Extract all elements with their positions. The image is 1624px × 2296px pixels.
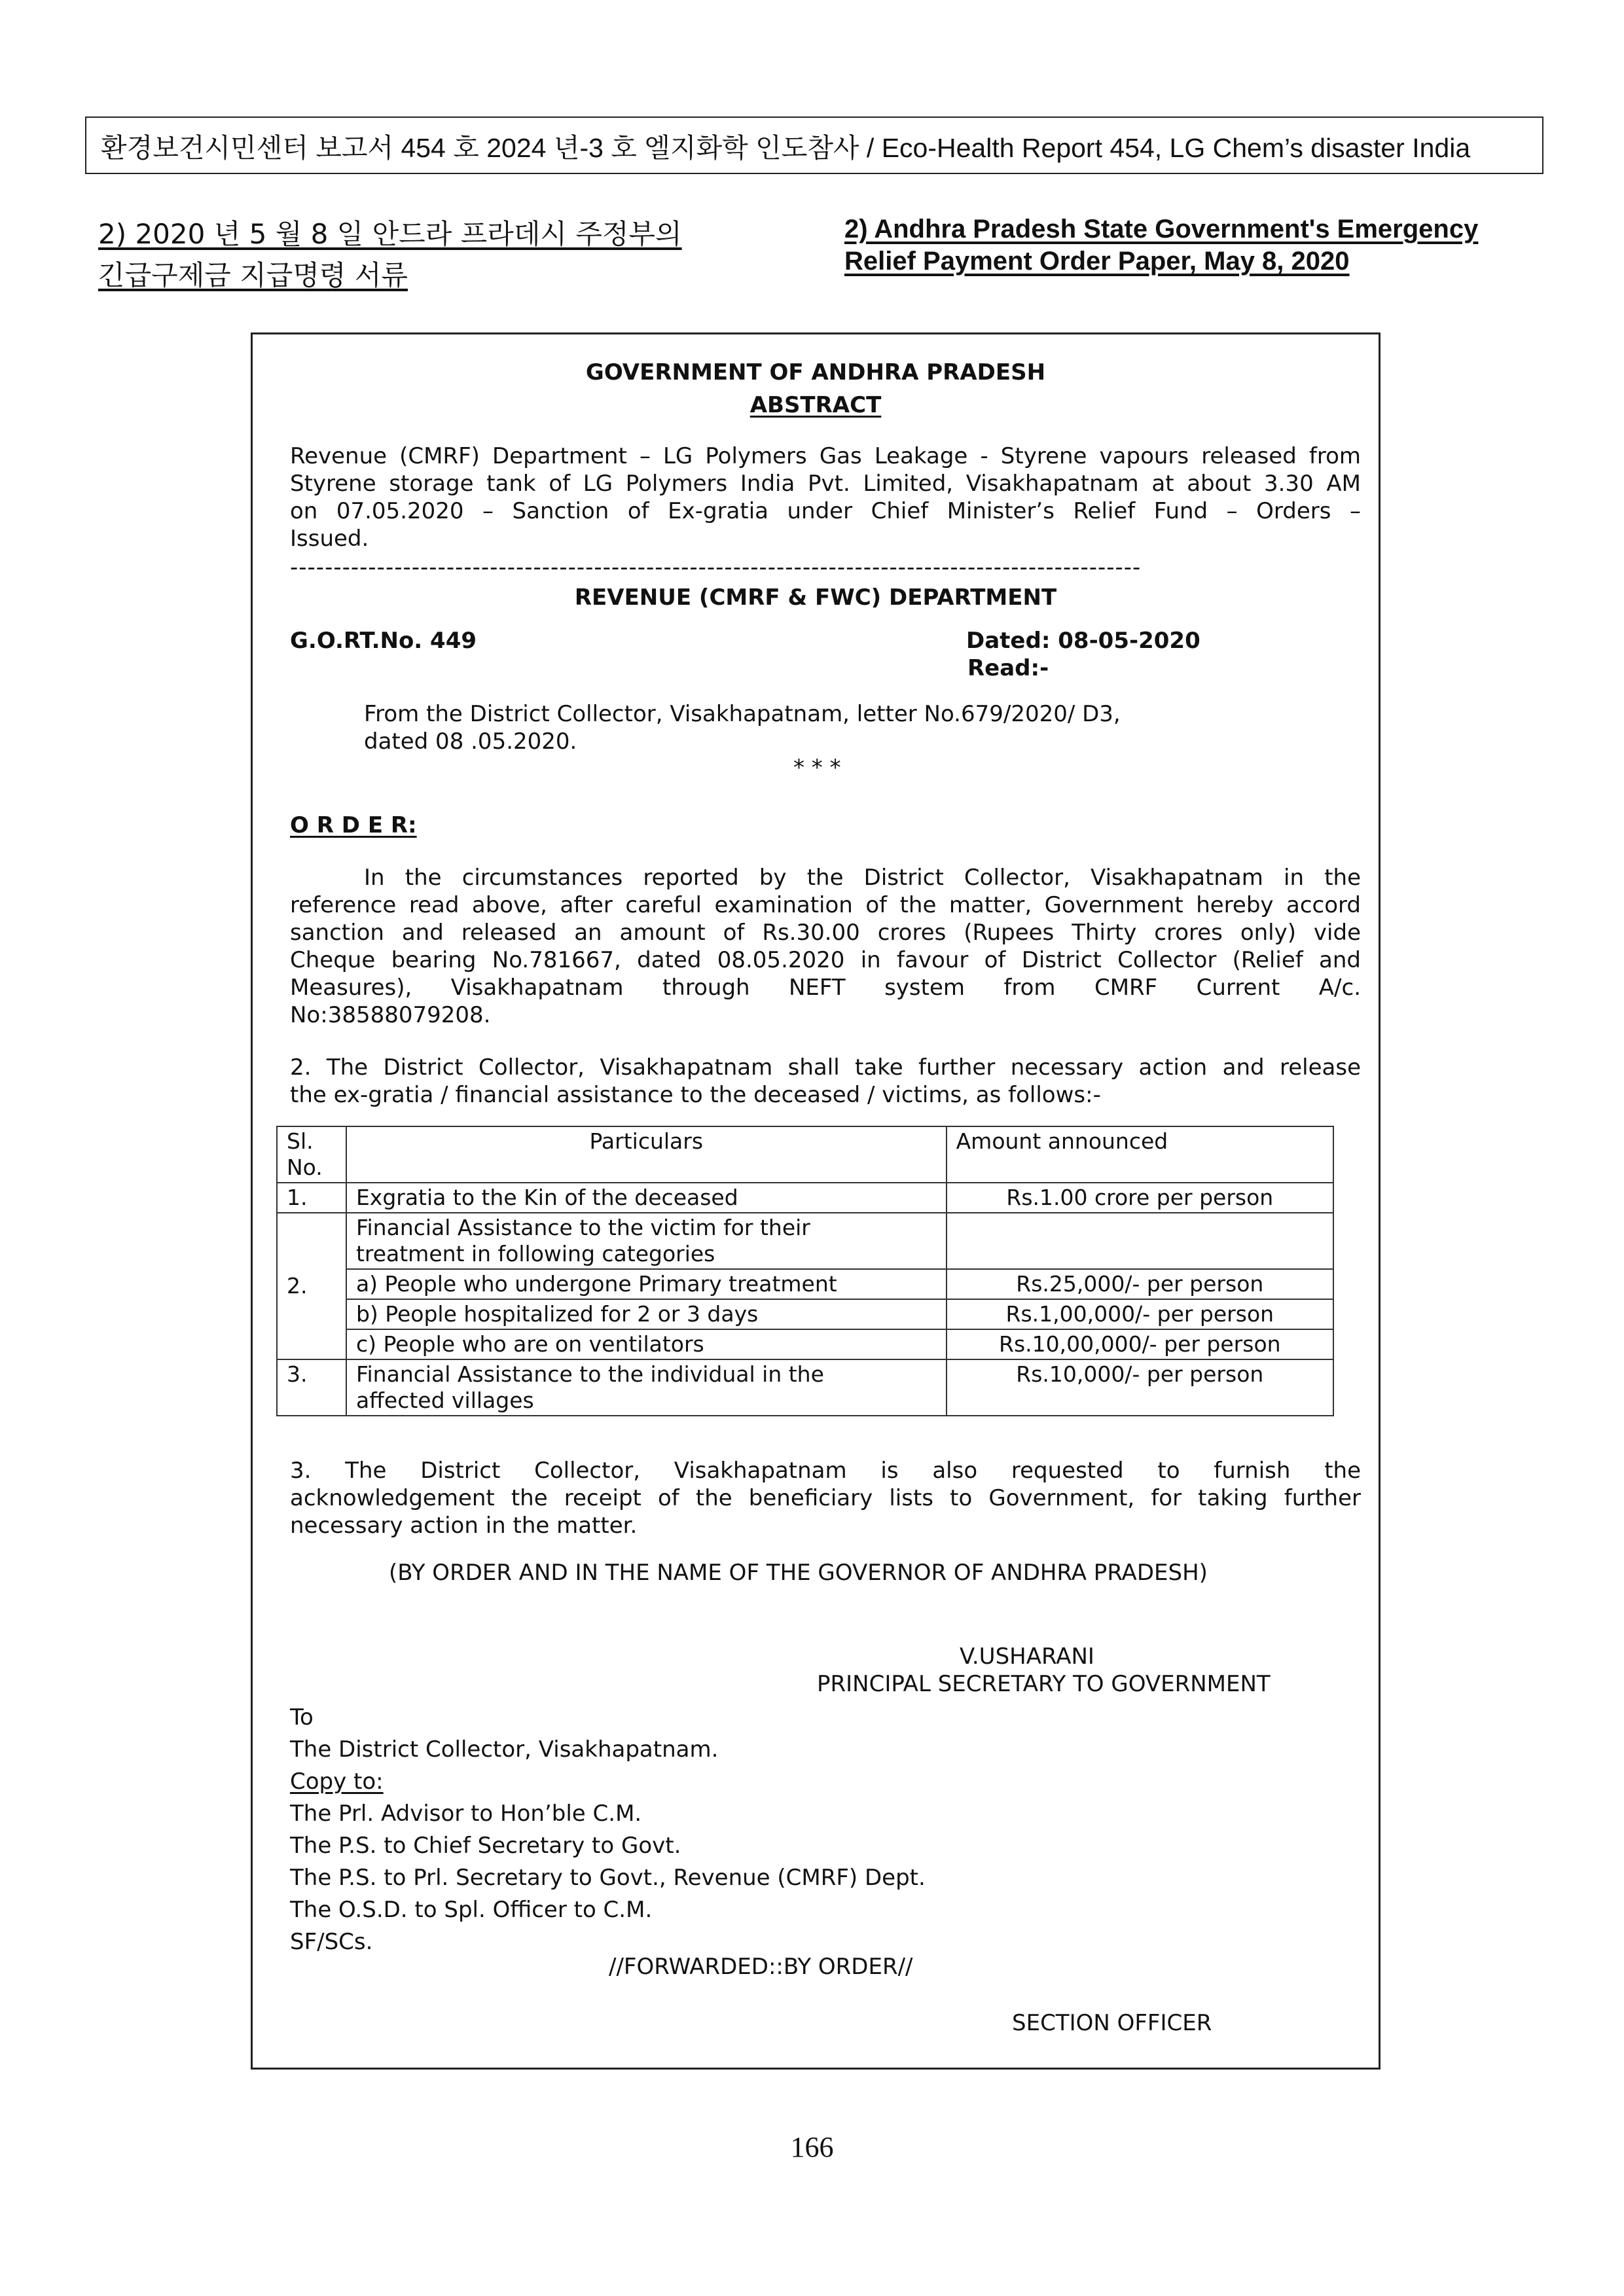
abstract-line: Issued. [290, 526, 369, 552]
row-particular: Exgratia to the Kin of the deceased [346, 1183, 947, 1213]
report-header [85, 117, 1543, 174]
row-particular [346, 1359, 947, 1416]
order-line: No:38588079208. [290, 1002, 491, 1028]
copy-to-item: The Prl. Advisor to Hon’ble C.M. [290, 1801, 642, 1827]
row-amount: Rs.10,000/- per person [947, 1359, 1333, 1416]
row-sl: 1. [277, 1183, 346, 1213]
para3-line: acknowledgement the receipt of the beneficiary lists to Government, for taking further [290, 1485, 1361, 1511]
row-amount-empty [947, 1213, 1333, 1269]
abstract-line: on 07.05.2020 – Sanction of Ex-gratia under Chief Minister’s Relief Fund – Orders – [290, 498, 1361, 524]
order-heading: O R D E R: [290, 812, 417, 838]
korean-section-title [98, 213, 687, 296]
row-subcategory: b) People hospitalized for 2 or 3 days [346, 1299, 947, 1329]
forwarded-line: //FORWARDED::BY ORDER// [609, 1954, 913, 1980]
header-amount: Amount announced [947, 1126, 1333, 1183]
reference-letter [364, 700, 1346, 755]
read-label: Read:- [967, 655, 1049, 681]
english-title-line-1: 2) Andhra Pradesh State Government's Emergency [844, 215, 1479, 243]
distribution-list [290, 1702, 926, 1958]
section-officer: SECTION OFFICER [1012, 2010, 1212, 2036]
row-amount: Rs.25,000/- per person [947, 1269, 1333, 1299]
para3-line: 3. The District Collector, Visakhapatnam is also requested to furnish the [290, 1458, 1361, 1484]
abstract-line: Revenue (CMRF) Department – LG Polymers Gas Leakage - Styrene vapours released from [290, 443, 1361, 469]
page-number: 166 [790, 2131, 834, 2163]
governor-line: (BY ORDER AND IN THE NAME OF THE GOVERNOR OF ANDHRA PRADESH) [389, 1560, 1208, 1586]
particular-line: Financial Assistance to the victim for their [355, 1215, 810, 1240]
particular-line: treatment in following categories [355, 1241, 715, 1266]
row-amount: Rs.10,00,000/- per person [947, 1329, 1333, 1359]
order-paragraph [290, 864, 1361, 1029]
order-heading-wrap [290, 812, 417, 839]
reference-line: dated 08 .05.2020. [364, 728, 577, 755]
copy-to-label: Copy to: [290, 1768, 384, 1795]
para2-line: the ex-gratia / financial assistance to the deceased / victims, as follows:- [290, 1082, 1101, 1108]
abstract-text [290, 442, 1361, 552]
row-amount: Rs.1.00 crore per person [947, 1183, 1333, 1213]
copy-to-item: SF/SCs. [290, 1929, 373, 1955]
order-line: Cheque bearing No.781667, dated 08.05.2020 in favour of District Collector (Relief and [290, 947, 1361, 973]
dashed-divider: -------------------------------------------------------------------------------------------------- [290, 554, 1142, 581]
paragraph-2 [290, 1054, 1361, 1109]
copy-to-item: The P.S. to Prl. Secretary to Govt., Revenue (CMRF) Dept. [290, 1865, 926, 1891]
particular-line: Financial Assistance to the individual in the [355, 1361, 824, 1387]
go-number: G.O.RT.No. 449 [290, 628, 477, 654]
row-subcategory: a) People who undergone Primary treatment [346, 1269, 947, 1299]
para2-line: 2. The District Collector, Visakhapatnam shall take further necessary action and release [290, 1054, 1361, 1081]
paragraph-3 [290, 1457, 1361, 1539]
table-row [277, 1329, 1333, 1359]
english-section-title [844, 213, 1538, 278]
korean-title-line-2: 긴급구제금 지급명령 서류 [98, 259, 408, 291]
table-row [277, 1183, 1333, 1213]
korean-title-line-1: 2) 2020 년 5 월 8 일 안드라 프라데시 주정부의 [98, 218, 682, 250]
header-sl-no: Sl. No. [277, 1126, 346, 1183]
row-subcategory: c) People who are on ventilators [346, 1329, 947, 1359]
table-row [277, 1213, 1333, 1269]
row-sl: 3. [277, 1359, 346, 1416]
table-row [277, 1269, 1333, 1299]
table-row [277, 1299, 1333, 1329]
abstract-heading-wrap [251, 391, 1380, 419]
to-recipient: The District Collector, Visakhapatnam. [290, 1736, 719, 1763]
signatory-name: V.USHARANI [960, 1643, 1094, 1670]
row-sl: 2. [277, 1213, 346, 1359]
department-heading: REVENUE (CMRF & FWC) DEPARTMENT [574, 584, 1057, 611]
abstract-line: Styrene storage tank of LG Polymers India Pvt. Limited, Visakhapatnam at about 3.30 AM [290, 471, 1361, 497]
table-header-row [277, 1126, 1333, 1183]
signatory-title: PRINCIPAL SECRETARY TO GOVERNMENT [817, 1671, 1271, 1697]
order-line: In the circumstances reported by the District Collector, Visakhapatnam in the [364, 865, 1361, 891]
ex-gratia-table [276, 1126, 1334, 1416]
header-particulars: Particulars [346, 1126, 947, 1183]
separator-stars: * * * [793, 755, 841, 781]
copy-to-item: The P.S. to Chief Secretary to Govt. [290, 1833, 681, 1859]
order-line: Measures), Visakhapatnam through NEFT system from CMRF Current A/c. [290, 975, 1361, 1001]
report-header-text: 환경보건시민센터 보고서 454 호 2024 년-3 호 엘지화학 인도참사 / Eco-Health Report 454, LG Chem’s disaster India [101, 132, 1471, 163]
particular-line: affected villages [355, 1388, 534, 1413]
copy-to-item: The O.S.D. to Spl. Officer to C.M. [290, 1897, 653, 1923]
english-title-line-2: Relief Payment Order Paper, May 8, 2020 [844, 247, 1350, 276]
table-row [277, 1359, 1333, 1416]
row-particular [346, 1213, 947, 1269]
row-amount: Rs.1,00,000/- per person [947, 1299, 1333, 1329]
order-line: reference read above, after careful examination of the matter, Government hereby accord [290, 892, 1361, 918]
reference-line: From the District Collector, Visakhapatnam, letter No.679/2020/ D3, [364, 701, 1121, 727]
order-date: Dated: 08-05-2020 [966, 628, 1200, 654]
order-line: sanction and released an amount of Rs.30.00 crores (Rupees Thirty crores only) vide [290, 920, 1361, 946]
para3-line: necessary action in the matter. [290, 1513, 638, 1539]
to-label: To [290, 1704, 314, 1731]
abstract-heading: ABSTRACT [749, 392, 882, 418]
government-heading: GOVERNMENT OF ANDHRA PRADESH [585, 359, 1046, 386]
